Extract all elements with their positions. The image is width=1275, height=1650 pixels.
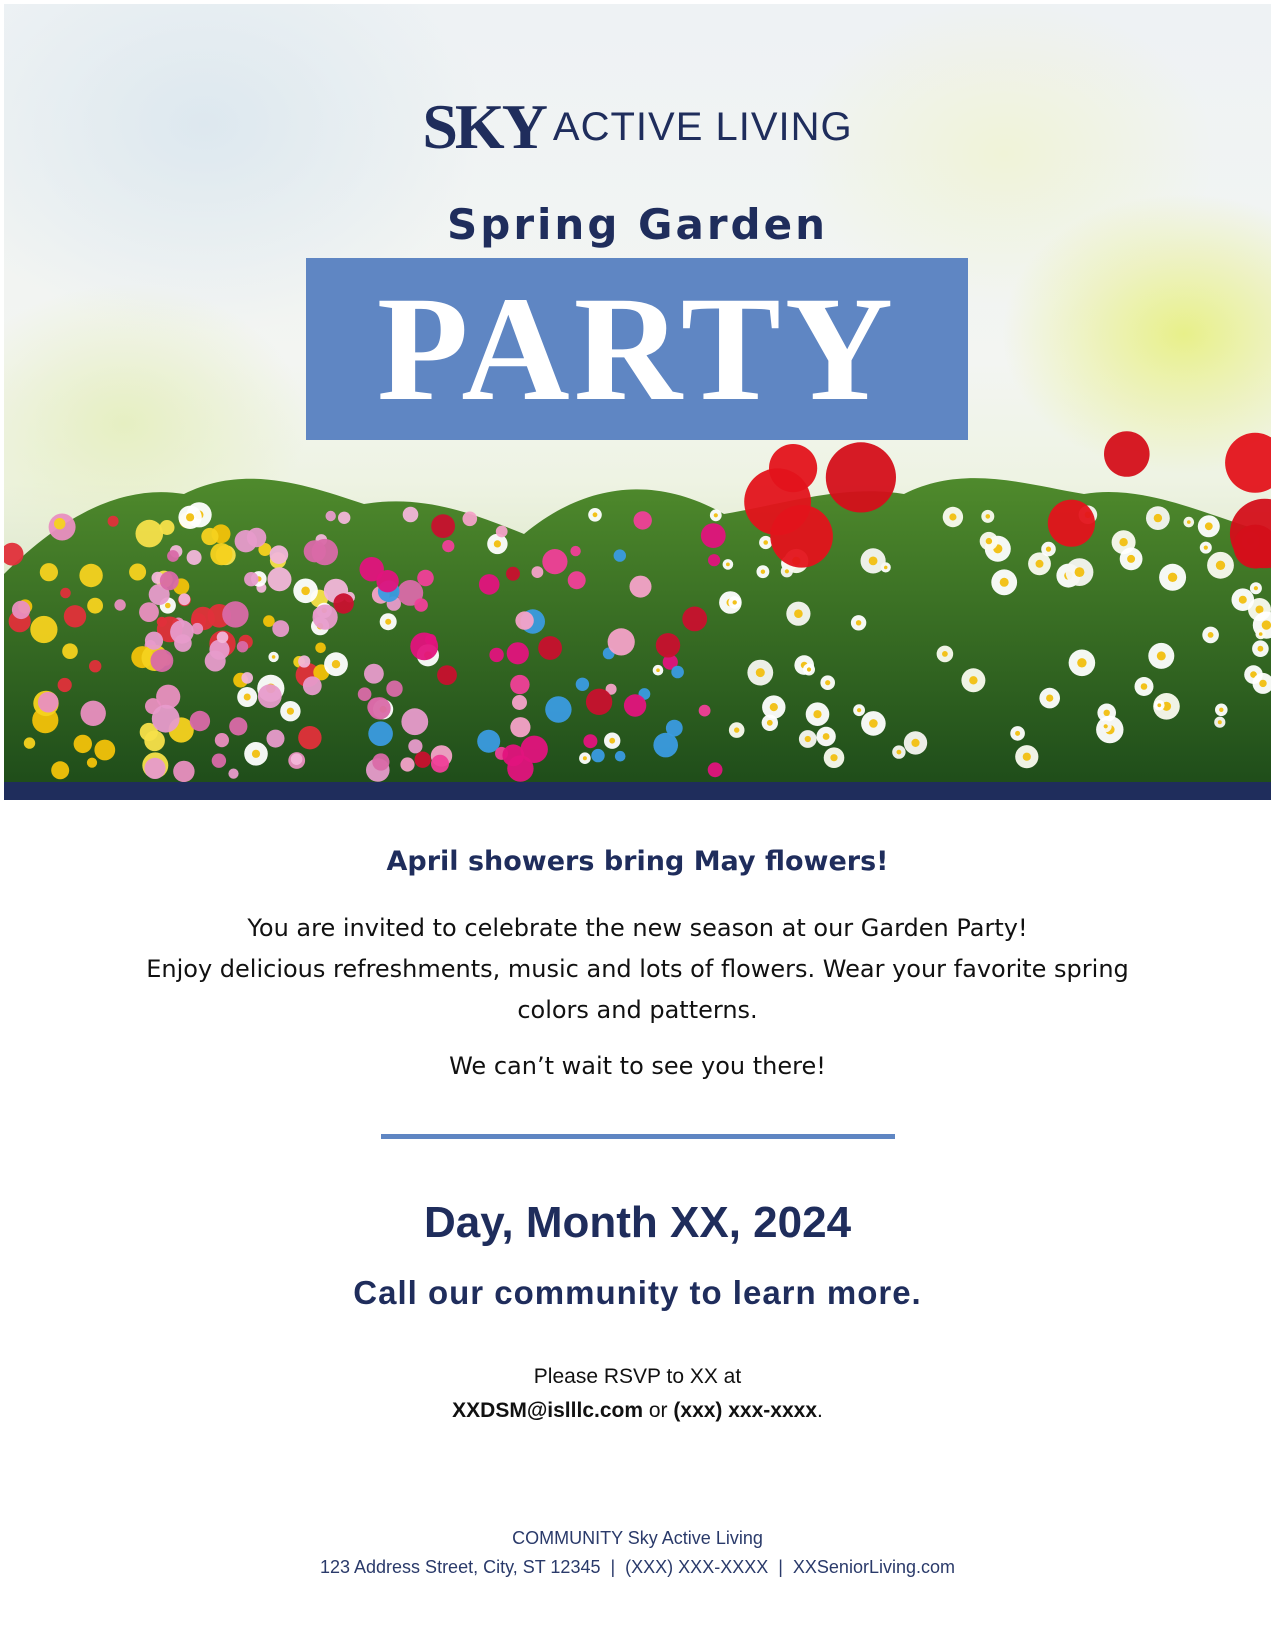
flower-blossom [136, 520, 164, 548]
daisy-center [1075, 567, 1085, 577]
daisy-center [869, 719, 878, 728]
flower-blossom [58, 678, 72, 692]
flower-blossom [235, 530, 257, 552]
flower-blossom [507, 642, 529, 664]
flower-blossom [114, 599, 125, 610]
flower-bed-illustration [4, 424, 1271, 784]
flower-blossom [338, 512, 350, 524]
sky-active-living-logo [4, 90, 1271, 164]
footer-address: 123 Address Street, City, ST 12345 [319, 1557, 601, 1577]
flower-blossom [576, 678, 589, 691]
flower-blossom [87, 598, 103, 614]
daisy-center [942, 651, 948, 657]
flower-blossom [545, 696, 571, 722]
daisy-center [609, 738, 615, 744]
flower-blossom [229, 717, 247, 735]
daisy-center [1262, 620, 1271, 629]
party-banner-text: PARTY [376, 266, 898, 432]
flower-blossom [400, 757, 414, 771]
flower-blossom [656, 633, 680, 657]
flower-blossom [217, 632, 229, 644]
daisy-center [1239, 596, 1247, 604]
flower-blossom [401, 708, 428, 735]
daisy-center [869, 557, 878, 566]
flower-blossom [708, 554, 720, 566]
closing-text: We can’t wait to see you there! [449, 1052, 826, 1080]
flower-blossom [502, 744, 524, 766]
daisy-center [1104, 724, 1108, 728]
flower-blossom [291, 753, 303, 765]
flower-blossom [79, 564, 102, 587]
daisy-center [756, 668, 765, 677]
flower-blossom [770, 505, 833, 568]
footer-phone[interactable]: (XXX) XXX-XXXX [625, 1557, 769, 1577]
flower-blossom [591, 749, 604, 762]
daisy-center [1259, 680, 1266, 687]
footer-contact-line [0, 1553, 1275, 1582]
daisy-center [830, 754, 837, 761]
flower-blossom [408, 739, 422, 753]
flower-blossom [333, 593, 353, 613]
flower-blossom [210, 543, 232, 565]
flower-blossom [442, 540, 454, 552]
flower-blossom [682, 607, 707, 632]
flower-blossom [267, 730, 285, 748]
flower-blossom [298, 655, 310, 667]
daisy-center [856, 620, 861, 625]
flower-blossom [386, 681, 402, 697]
flower-blossom [671, 666, 684, 679]
flower-blossom [272, 620, 289, 637]
party-banner [306, 258, 968, 440]
daisy-center [857, 708, 861, 712]
daisy-center [1218, 720, 1222, 724]
flower-blossom [586, 689, 612, 715]
daisy-center [494, 540, 501, 547]
daisy-center [1119, 538, 1127, 546]
hero-banner [4, 4, 1271, 800]
daisy-center [593, 512, 598, 517]
flower-blossom [94, 740, 115, 761]
footer-community: COMMUNITY Sky Active Living [512, 1528, 763, 1548]
flower-blossom [205, 651, 226, 672]
flower-blossom [532, 566, 544, 578]
daisy-center [733, 600, 737, 604]
flower-blossom [62, 643, 78, 659]
flower-blossom [87, 758, 97, 768]
daisy-center [1077, 658, 1086, 667]
daisy-center [767, 720, 773, 726]
daisy-center [726, 563, 730, 567]
daisy-center [385, 619, 391, 625]
flower-blossom [506, 567, 520, 581]
rsvp-line: Please RSVP to XX at [533, 1365, 742, 1388]
daisy-center [1219, 708, 1223, 712]
flower-blossom [40, 563, 58, 581]
flower-blossom [708, 762, 723, 777]
flower-blossom [568, 571, 586, 589]
daisy-center [301, 587, 310, 596]
rsvp-contact [0, 1394, 1275, 1428]
flower-blossom [583, 734, 597, 748]
daisy-center [761, 570, 765, 574]
flower-blossom [1104, 431, 1150, 477]
call-to-action: Call our community to learn more. [353, 1274, 922, 1311]
flower-blossom [144, 731, 165, 752]
flower-blossom [212, 754, 226, 768]
flower-blossom [634, 511, 652, 529]
flower-blossom [608, 628, 635, 655]
daisy-center [1127, 555, 1135, 563]
flower-blossom [489, 648, 503, 662]
flower-blossom [38, 692, 59, 713]
flower-blossom [615, 751, 626, 762]
daisy-center [1157, 651, 1166, 660]
footer-website-link[interactable]: XXSeniorLiving.com [792, 1557, 955, 1577]
event-title: Spring Garden [447, 200, 828, 249]
flower-blossom [54, 518, 65, 529]
flower-blossom [431, 514, 455, 538]
daisy-center [794, 609, 803, 618]
flower-blossom [268, 567, 292, 591]
footer-separator: | [610, 1557, 616, 1577]
section-divider [381, 1134, 895, 1139]
flower-blossom [410, 633, 438, 661]
daisy-center [1141, 683, 1148, 690]
flower-blossom [187, 550, 202, 565]
daisy-center [1104, 710, 1110, 716]
flower-blossom [699, 705, 711, 717]
flower-blossom [313, 605, 338, 630]
flower-blossom [364, 664, 384, 684]
daisy-center [969, 676, 977, 684]
flower-blossom [624, 694, 646, 716]
daisy-center [770, 703, 778, 711]
flower-blossom [479, 574, 500, 595]
daisy-center [785, 569, 789, 573]
rsvp-block [0, 1360, 1275, 1428]
flower-blossom [222, 601, 248, 627]
flower-blossom [538, 636, 562, 660]
flower-blossom [542, 549, 567, 574]
daisy-center [1157, 703, 1161, 707]
flower-blossom [326, 511, 336, 521]
daisy-center [1187, 520, 1191, 524]
flower-blossom [170, 620, 194, 644]
daisy-center [186, 513, 194, 521]
flower-blossom [215, 733, 229, 747]
daisy-center [1254, 586, 1258, 590]
flower-blossom [263, 615, 275, 627]
daisy-center [763, 540, 768, 545]
flower-blossom [201, 528, 218, 545]
flower-blossom [144, 758, 165, 779]
daisy-center [287, 708, 294, 715]
flower-blossom [1048, 500, 1095, 547]
daisy-center [825, 680, 830, 685]
daisy-center [1205, 522, 1213, 530]
daisy-center [1046, 695, 1053, 702]
flower-blossom [64, 605, 86, 627]
flower-blossom [303, 676, 322, 695]
rsvp-email-link[interactable]: XXDSM@islllc.com [452, 1399, 644, 1422]
flower-blossom [1225, 433, 1271, 493]
event-date: Day, Month XX, 2024 [423, 1198, 852, 1247]
invitation-line-1: You are invited to celebrate the new season at our Garden Party! [247, 914, 1028, 942]
daisy-center [1154, 514, 1162, 522]
flower-blossom [89, 660, 101, 672]
daisy-center [1204, 546, 1208, 550]
flower-blossom [108, 516, 119, 527]
daisy-center [986, 514, 991, 519]
flower-blossom [431, 755, 449, 773]
daisy-center [1259, 632, 1263, 636]
flower-blossom [368, 697, 390, 719]
daisy-center [1208, 632, 1214, 638]
flower-blossom [515, 611, 533, 629]
flower-blossom [30, 616, 57, 643]
flower-blossom [315, 643, 326, 654]
flower-blossom [437, 665, 457, 685]
flower-blossom [570, 546, 580, 556]
flower-blossom [173, 761, 194, 782]
flower-blossom [160, 571, 179, 590]
footer [0, 1524, 1275, 1582]
daisy-center [734, 727, 739, 732]
daisy-center [165, 603, 171, 609]
daisy-center [1036, 560, 1044, 568]
flower-blossom [258, 684, 282, 708]
flower-blossom [51, 761, 69, 779]
hero-bottom-bar [4, 782, 1271, 800]
daisy-center [897, 750, 902, 755]
flower-blossom [12, 601, 30, 619]
flower-blossom [358, 687, 372, 701]
flower-blossom [151, 649, 174, 672]
flower-blossom [81, 701, 106, 726]
flower-blossom [167, 550, 179, 562]
daisy-center [1000, 578, 1009, 587]
invitation-line-2: Enjoy delicious refreshments, music and lots of flowers. Wear your favorite spring colors and patterns. [146, 955, 1129, 1024]
daisy-center [272, 655, 276, 659]
flower-blossom [74, 735, 92, 753]
flower-blossom [614, 549, 626, 561]
daisy-center [1023, 753, 1031, 761]
flower-blossom [129, 564, 146, 581]
logo-subtitle: ACTIVE LIVING [552, 104, 853, 149]
flower-blossom [298, 726, 321, 749]
daisy-center [813, 710, 821, 718]
flower-blossom [179, 593, 191, 605]
daisy-center [583, 756, 587, 760]
daisy-center [332, 660, 340, 668]
rsvp-end: . [817, 1399, 823, 1422]
rsvp-connector: or [648, 1399, 668, 1422]
flower-blossom [653, 733, 678, 758]
daisy-center [986, 538, 992, 544]
daisy-center [911, 739, 919, 747]
daisy-center [252, 750, 260, 758]
flower-blossom [60, 588, 71, 599]
daisy-center [1046, 547, 1051, 552]
rsvp-phone[interactable]: (xxx) xxx-xxxx [673, 1399, 817, 1422]
daisy-center [1216, 561, 1225, 570]
daisy-center [714, 513, 718, 517]
flower-blossom [415, 752, 431, 768]
footer-separator: | [778, 1557, 783, 1577]
flower-blossom [417, 570, 434, 587]
daisy-center [805, 736, 811, 742]
flower-blossom [701, 523, 726, 548]
flower-blossom [512, 695, 527, 710]
flower-blossom [510, 675, 529, 694]
flower-blossom [463, 512, 478, 527]
daisy-center [244, 694, 251, 701]
flower-blossom [270, 545, 289, 564]
flower-blossom [510, 717, 530, 737]
flower-blossom [244, 572, 258, 586]
flower-blossom [312, 539, 338, 565]
flower-blossom [826, 442, 896, 512]
daisy-center [1168, 573, 1177, 582]
daisy-center [1258, 646, 1264, 652]
flower-blossom [496, 526, 508, 538]
flower-blossom [190, 711, 210, 731]
flower-blossom [521, 736, 548, 763]
daisy-center [1015, 731, 1020, 736]
flower-blossom [228, 769, 238, 779]
flower-blossom [241, 672, 253, 684]
flower-blossom [403, 507, 419, 523]
invitation-text [137, 908, 1138, 1031]
daisy-center [949, 513, 956, 520]
logo-brand: SKY [422, 91, 545, 162]
flower-blossom [145, 632, 163, 650]
flower-blossom [237, 641, 248, 652]
flower-blossom [630, 576, 652, 598]
flower-blossom [376, 570, 398, 592]
flower-blossom [152, 705, 180, 733]
daisy-center [823, 733, 830, 740]
daisy-center [656, 668, 660, 672]
flower-blossom [24, 737, 35, 748]
flower-blossom [414, 598, 428, 612]
flower-blossom [139, 602, 159, 622]
daisy-center [807, 667, 811, 671]
tagline: April showers bring May flowers! [386, 846, 889, 877]
flower-blossom [368, 721, 393, 746]
flower-blossom [372, 753, 389, 770]
